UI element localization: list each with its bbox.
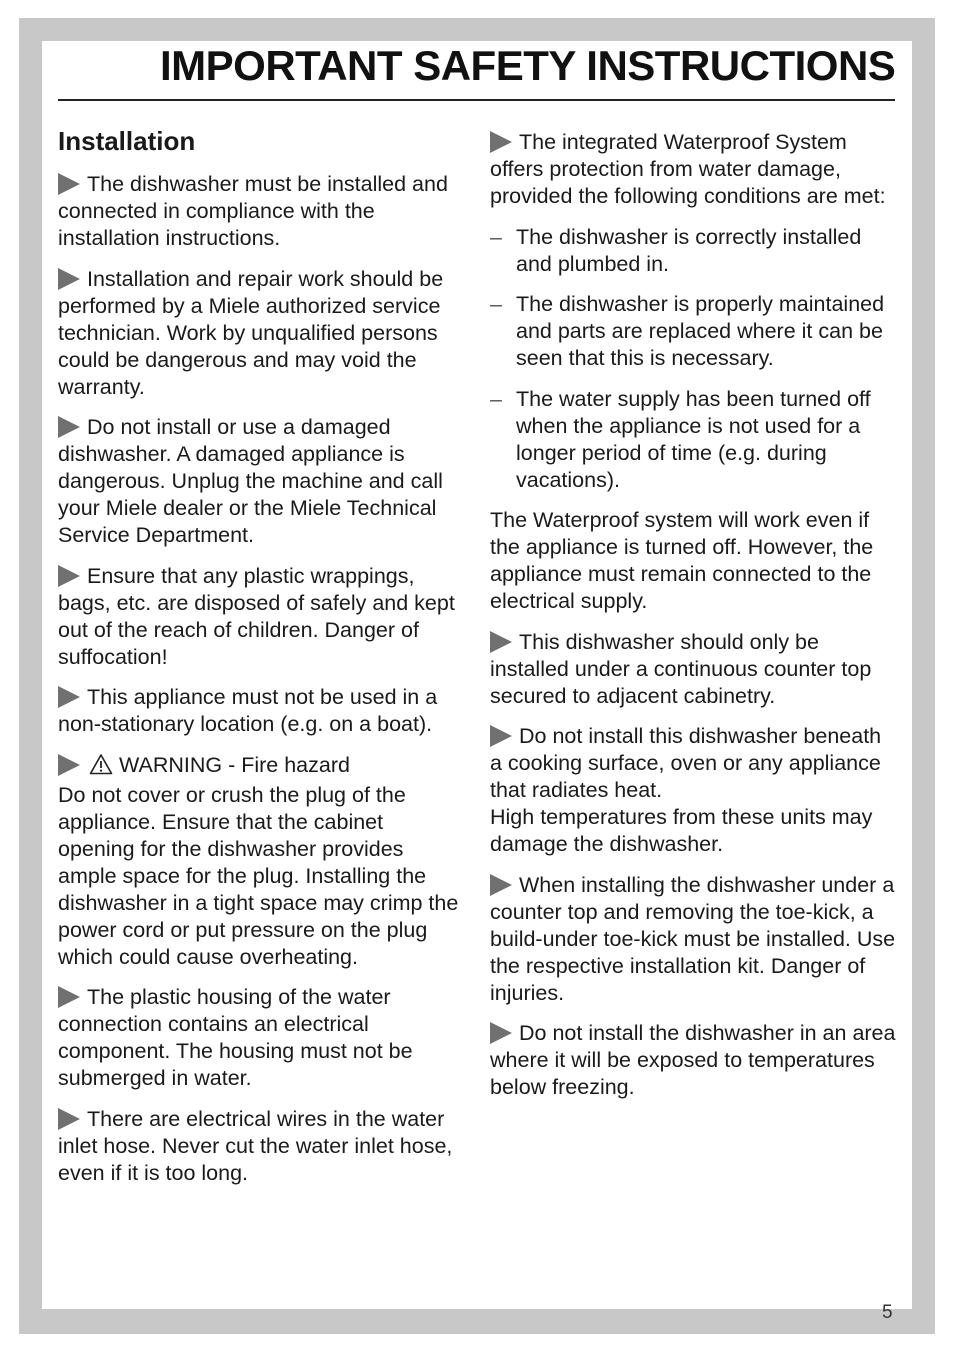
bullet-triangle-icon — [58, 416, 80, 438]
instruction-item: Ensure that any plastic wrappings, bags, etc. are disposed of safely and kept out of the reach of children. Danger of suffocation! — [58, 563, 455, 669]
bullet-triangle-icon — [58, 565, 80, 587]
section-title: Installation — [58, 126, 196, 156]
title-rule — [58, 99, 895, 101]
list-item: – The dishwasher is correctly installed and plumbed in. — [490, 224, 862, 276]
instruction-item: The dishwasher must be installed and connected in compliance with the installation instructions. — [58, 172, 448, 250]
instruction-item: When installing the dishwasher under a counter top and removing the toe-kick, a build-under toe-kick must be installed. Use the respective installation kit. Danger of injuries. — [490, 872, 896, 1005]
instruction-item: Do not install this dishwasher beneath a cooking surface, oven or any appliance that radiates heat. High temperatures from these units may damage the dishwasher. — [490, 724, 882, 856]
instruction-item: There are electrical wires in the water inlet hose. Never cut the water inlet hose, even if it is too long. — [58, 1106, 453, 1185]
warning-text: Do not cover or crush the plug of the appliance. Ensure that the cabinet opening for the dishwasher provides ample space for the plug. Installing the dishwasher in a tight space may crimp the power cord or put pressure on the plug which could cause overheating. — [58, 782, 459, 969]
warning-item — [58, 752, 460, 971]
page-title: IMPORTANT SAFETY INSTRUCTIONS — [160, 42, 896, 89]
warning-heading: WARNING - Fire hazard — [119, 752, 350, 777]
bullet-triangle-icon — [58, 173, 80, 195]
bullet-triangle-icon — [490, 1022, 512, 1044]
bullet-triangle-icon — [58, 986, 80, 1008]
instruction-item: This appliance must not be used in a non-stationary location (e.g. on a boat). — [58, 685, 438, 736]
instruction-item: Installation and repair work should be performed by a Miele authorized service technician. Work by unqualified persons could be dangerous and may void the warranty. — [58, 266, 444, 399]
bullet-triangle-icon — [58, 686, 80, 708]
bullet-triangle-icon — [58, 1108, 80, 1130]
bullet-triangle-icon — [490, 725, 512, 747]
dash-marker: – — [490, 224, 502, 249]
bullet-triangle-icon — [490, 631, 512, 653]
right-column — [490, 129, 897, 1115]
bullet-triangle-icon — [490, 131, 512, 153]
list-item: – The dishwasher is properly maintained and parts are replaced where it can be seen that this is necessary. — [490, 292, 885, 370]
dash-marker: – — [490, 292, 502, 316]
instruction-item: The plastic housing of the water connection contains an electrical component. The housing must not be submerged in water. — [58, 985, 413, 1090]
instruction-item: Do not install the dishwasher in an area where it will be exposed to temperatures below freezing. — [490, 1021, 896, 1099]
waterproof-intro: The integrated Waterproof System offers protection from water damage, provided the following conditions are met: — [490, 130, 886, 208]
bullet-triangle-icon — [58, 754, 80, 776]
instruction-item: This dishwasher should only be installed under a continuous counter top secured to adjacent cabinetry. — [490, 629, 872, 708]
list-item: – The water supply has been turned off when the appliance is not used for a longer period of time (e.g. during vacations). — [490, 386, 871, 492]
dash-marker: – — [490, 386, 502, 411]
waterproof-note: The Waterproof system will work even if the appliance is turned off. However, the appliance must remain connected to the electrical supply. — [490, 508, 874, 613]
page-number: 5 — [882, 1302, 893, 1323]
warning-triangle-icon — [89, 753, 113, 782]
instruction-item: Do not install or use a damaged dishwasher. A damaged appliance is dangerous. Unplug the machine and call your Miele dealer or the Miele Technical Service Department. — [58, 415, 443, 547]
bullet-triangle-icon — [58, 268, 80, 290]
left-column — [58, 126, 460, 1200]
bullet-triangle-icon — [490, 874, 512, 896]
conditions-list — [490, 224, 897, 494]
